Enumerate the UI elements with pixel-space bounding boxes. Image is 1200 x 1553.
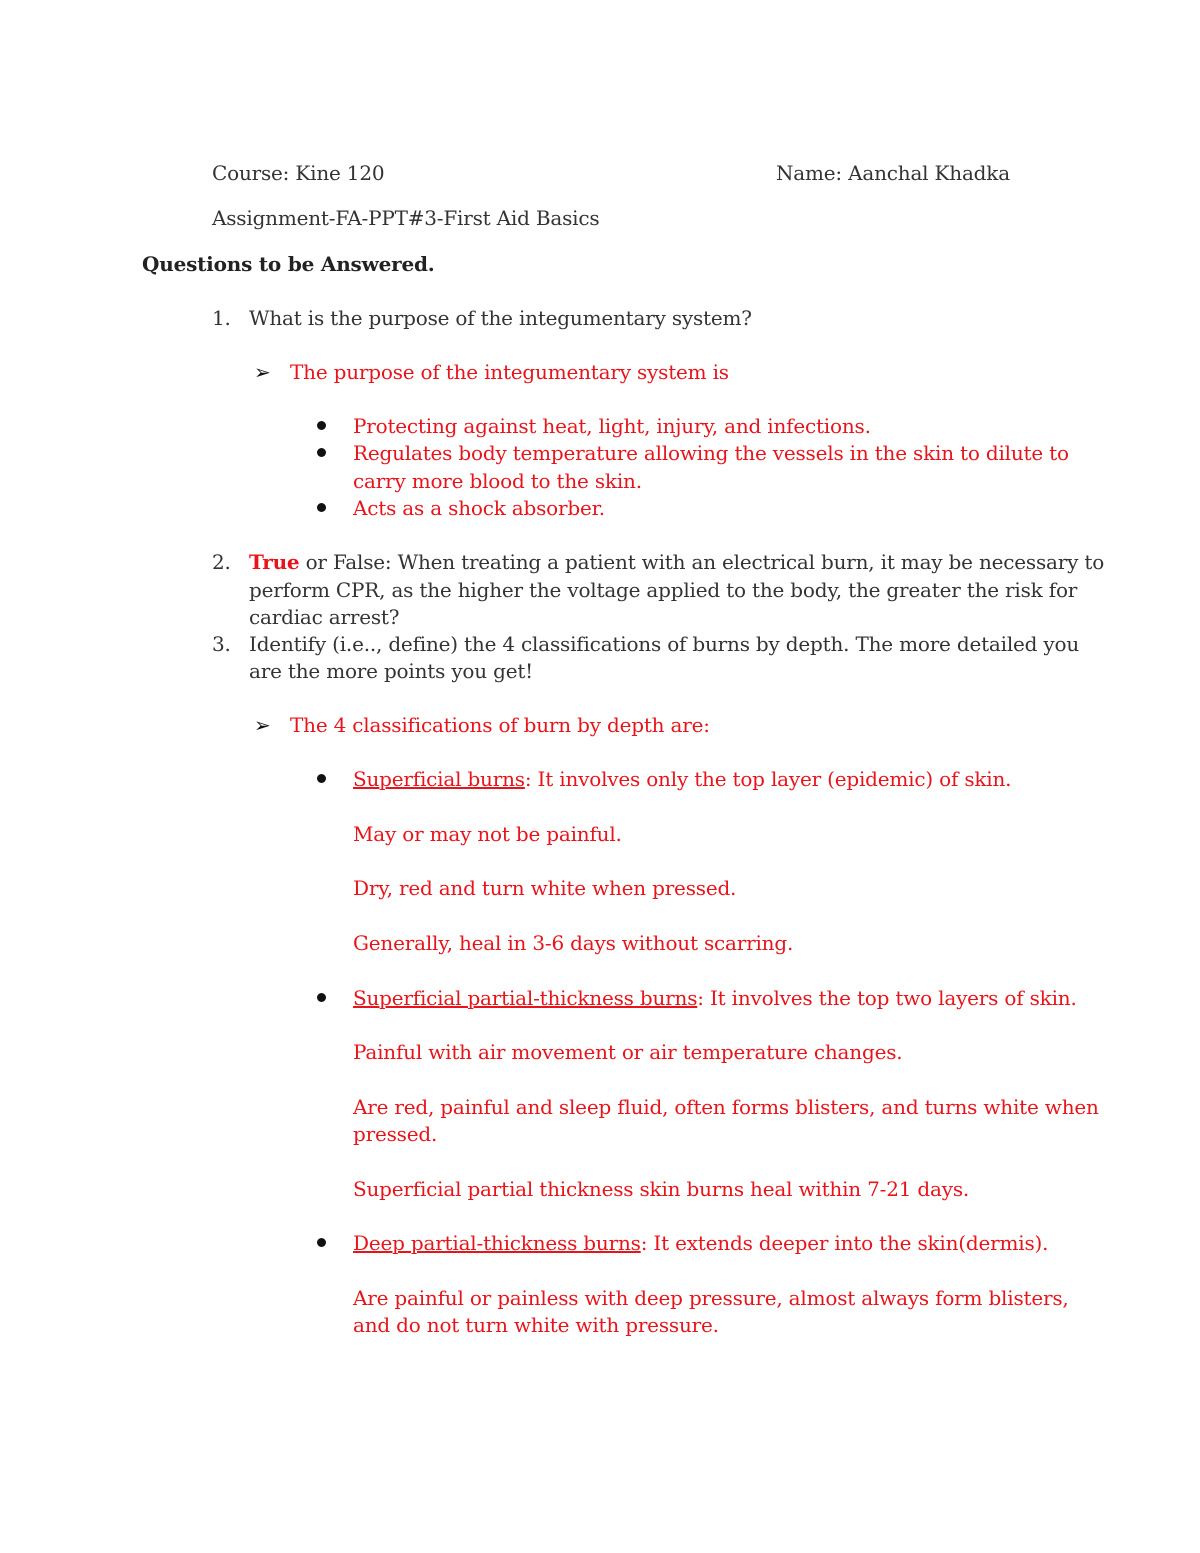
q2-number: 2. (212, 550, 231, 574)
burn-note: pressed. (353, 1122, 438, 1146)
burn-definition: : It involves the top two layers of skin. (697, 986, 1077, 1010)
q1-answer-intro: The purpose of the integumentary system is (290, 360, 729, 384)
burn-definition: : It extends deeper into the skin(dermis). (640, 1231, 1049, 1255)
section-title: Questions to be Answered. (142, 252, 435, 276)
bullet-dot-icon (317, 448, 326, 457)
burn-note: May or may not be painful. (353, 822, 622, 846)
arrow-bullet-icon: ➢ (254, 360, 271, 384)
q2-line-1 (249, 548, 1104, 576)
q2-line-2: perform CPR, as the higher the voltage applied to the body, the greater the risk for (249, 578, 1078, 602)
burn-note: Painful with air movement or air temperature changes. (353, 1040, 903, 1064)
q1-bullet-2: Regulates body temperature allowing the vessels in the skin to dilute to (353, 441, 1069, 465)
assignment-title: Assignment-FA-PPT#3-First Aid Basics (212, 206, 600, 230)
burn-note: Are red, painful and sleep fluid, often forms blisters, and turns white when (353, 1095, 1099, 1119)
arrow-bullet-icon: ➢ (254, 713, 271, 737)
burn-superficial (353, 765, 1011, 793)
burn-term: Deep partial-thickness burns (353, 1231, 641, 1255)
q2-text: or False: When treating a patient with an electrical burn, it may be necessary to (299, 550, 1105, 574)
bullet-dot-icon (317, 774, 326, 783)
bullet-dot-icon (317, 421, 326, 430)
q2-line-3: cardiac arrest? (249, 605, 400, 629)
burn-definition: : It involves only the top layer (epidemic) of skin. (524, 767, 1012, 791)
burn-deep-partial (353, 1229, 1048, 1257)
q1-number: 1. (212, 306, 231, 330)
q3-line-1: Identify (i.e.., define) the 4 classifications of burns by depth. The more detailed you (249, 632, 1080, 656)
student-name: Name: Aanchal Khadka (776, 161, 1010, 185)
burn-note: and do not turn white with pressure. (353, 1313, 719, 1337)
burn-superficial-partial (353, 984, 1077, 1012)
bullet-dot-icon (317, 993, 326, 1002)
q3-line-2: are the more points you get! (249, 659, 534, 683)
q3-answer-intro: The 4 classifications of burn by depth are: (290, 713, 710, 737)
burn-note: Are painful or painless with deep pressure, almost always form blisters, (353, 1286, 1069, 1310)
bullet-dot-icon (317, 503, 326, 512)
burn-note: Generally, heal in 3-6 days without scarring. (353, 931, 794, 955)
q2-answer: True (249, 550, 300, 574)
q1-bullet-2-cont: carry more blood to the skin. (353, 469, 642, 493)
burn-note: Superficial partial thickness skin burns heal within 7-21 days. (353, 1177, 970, 1201)
q1-text: What is the purpose of the integumentary system? (249, 306, 752, 330)
q3-number: 3. (212, 632, 231, 656)
burn-note: Dry, red and turn white when pressed. (353, 876, 737, 900)
q1-bullet-3: Acts as a shock absorber. (353, 496, 605, 520)
q1-bullet-1: Protecting against heat, light, injury, and infections. (353, 414, 871, 438)
bullet-dot-icon (317, 1238, 326, 1247)
course-label: Course: Kine 120 (212, 161, 385, 185)
burn-term: Superficial burns (353, 767, 525, 791)
burn-term: Superficial partial-thickness burns (353, 986, 698, 1010)
